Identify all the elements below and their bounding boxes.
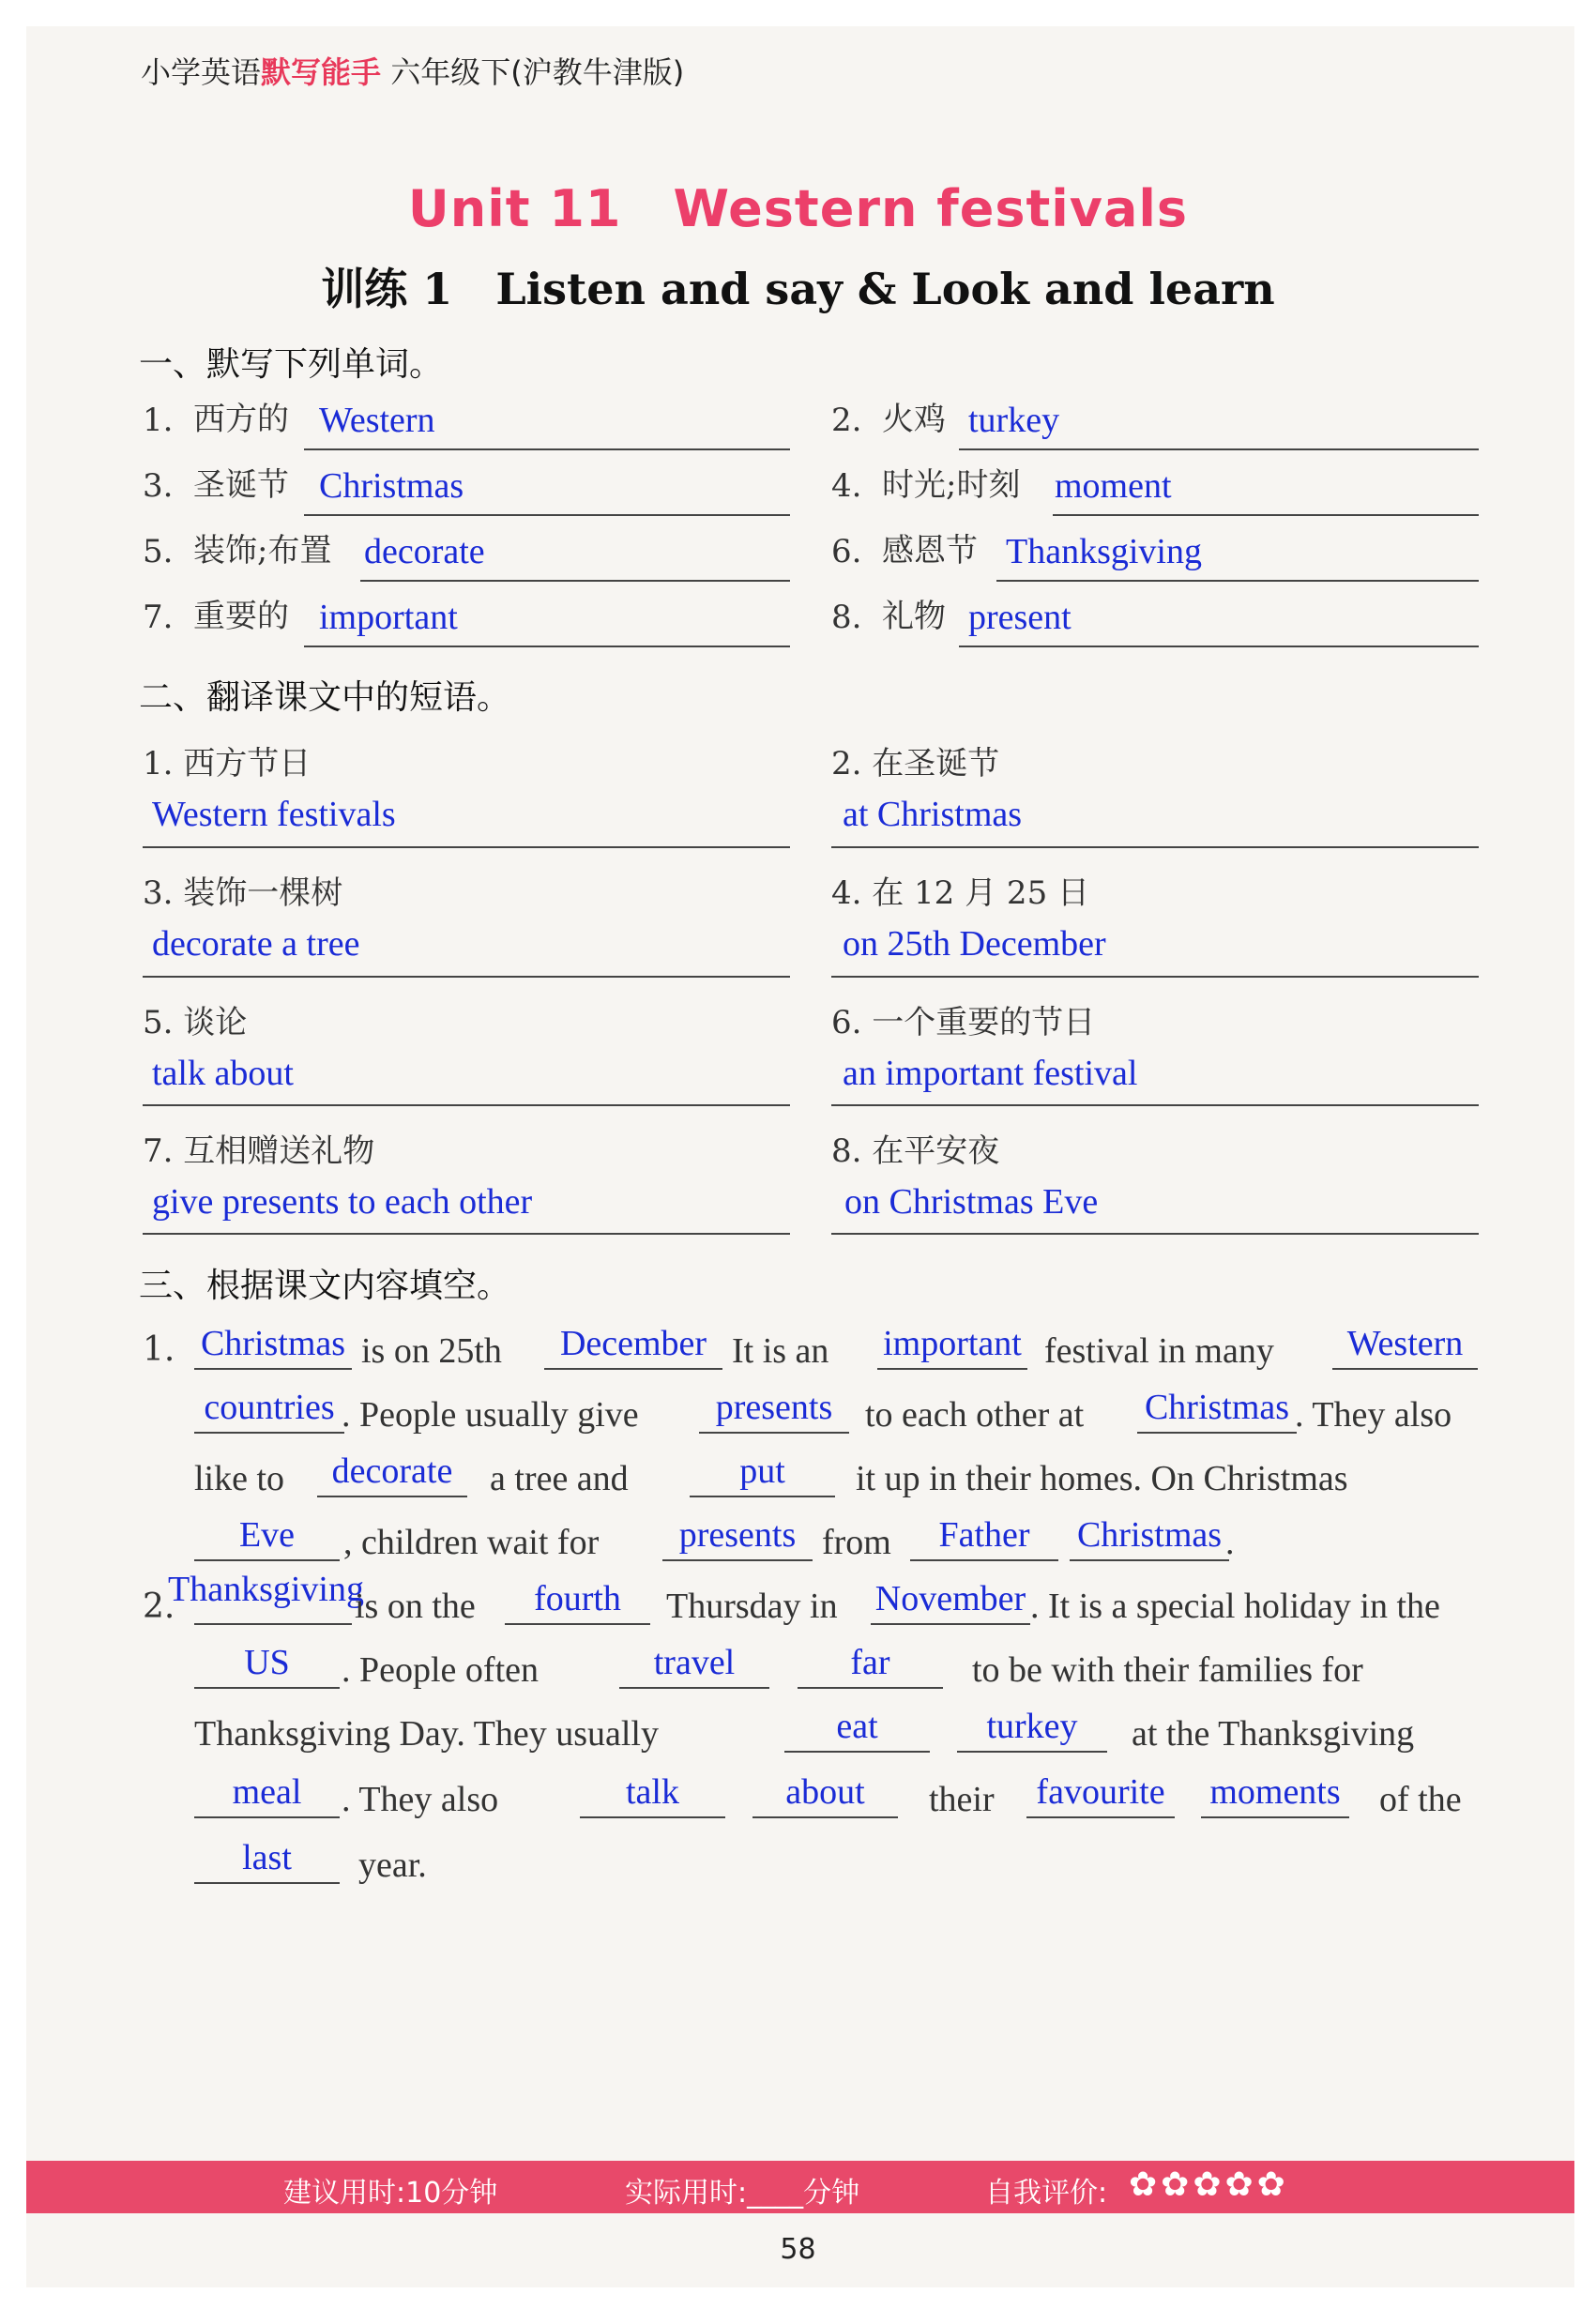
cloze-answer: Christmas bbox=[1076, 1515, 1223, 1555]
cloze-answer: presents bbox=[715, 1388, 833, 1427]
rating-stars-icon: ✿✿✿✿✿ bbox=[1129, 2165, 1289, 2204]
unit-title: Unit 11 Western festivals bbox=[407, 179, 1189, 238]
vocab-answer: present bbox=[968, 598, 1072, 637]
cloze-blank bbox=[194, 1390, 344, 1434]
cloze-blank bbox=[752, 1772, 898, 1818]
cloze-answer: turkey bbox=[986, 1707, 1078, 1746]
vocab-item bbox=[831, 460, 1479, 516]
section3-heading: 三、根据课文内容填空。 bbox=[139, 1267, 511, 1305]
phrase-answer: an important festival bbox=[843, 1054, 1138, 1093]
section2-heading: 二、翻译课文中的短语。 bbox=[139, 678, 511, 717]
cloze-answer: travel bbox=[653, 1643, 736, 1682]
answer-line bbox=[1053, 514, 1479, 516]
answer-line bbox=[143, 976, 790, 978]
vocab-item bbox=[143, 591, 790, 647]
cloze-answer: Eve bbox=[238, 1515, 296, 1555]
cloze-text: of the bbox=[1379, 1780, 1462, 1819]
answer-line bbox=[143, 846, 790, 848]
cloze-blank bbox=[910, 1515, 1058, 1561]
vocab-chinese: 圣诞节 bbox=[193, 466, 289, 504]
cloze-answer: favourite bbox=[1036, 1772, 1165, 1812]
vocab-number: 3. bbox=[143, 467, 174, 505]
cloze-blank bbox=[194, 1515, 340, 1561]
vocab-number: 6. bbox=[831, 533, 862, 570]
vocab-item bbox=[143, 525, 790, 582]
cloze-blank bbox=[317, 1451, 467, 1497]
cloze-text: . bbox=[1225, 1523, 1235, 1562]
cloze-answer: fourth bbox=[534, 1579, 621, 1618]
cloze-blank bbox=[619, 1643, 769, 1689]
vocab-answer: moment bbox=[1055, 466, 1172, 506]
cloze-text: . They also bbox=[1295, 1395, 1452, 1435]
cloze-answer: November bbox=[874, 1579, 1026, 1618]
header-brand: 默写能手 bbox=[261, 54, 382, 90]
section1-heading: 一、默写下列单词。 bbox=[139, 345, 444, 384]
vocab-number: 4. bbox=[831, 467, 862, 505]
cloze-answer: eat bbox=[836, 1707, 878, 1746]
vocab-answer: Christmas bbox=[319, 466, 464, 506]
vocab-number: 5. bbox=[143, 533, 174, 570]
cloze-text: . They also bbox=[342, 1780, 499, 1819]
vocab-chinese: 感恩节 bbox=[882, 532, 978, 570]
vocab-number: 8. bbox=[831, 599, 862, 636]
suggested-time: 建议用时:10分钟 bbox=[283, 2177, 498, 2210]
answer-line bbox=[831, 1233, 1479, 1235]
cloze-answer: Christmas bbox=[200, 1324, 346, 1363]
cloze-blank bbox=[168, 1570, 364, 1625]
phrase-answer: talk about bbox=[152, 1054, 294, 1093]
self-evaluation-label: 自我评价: bbox=[985, 2177, 1108, 2210]
phrase-answer: on Christmas Eve bbox=[844, 1182, 1099, 1222]
answer-line bbox=[304, 448, 790, 450]
cloze-text: . People usually give bbox=[342, 1395, 639, 1435]
vocab-item bbox=[143, 460, 790, 516]
cloze-blank bbox=[798, 1643, 943, 1689]
cloze-answer: Father bbox=[938, 1515, 1030, 1555]
cloze-answer: moments bbox=[1209, 1772, 1341, 1812]
cloze-blank bbox=[544, 1324, 722, 1370]
vocab-item bbox=[831, 591, 1479, 647]
passage-number: 1. bbox=[143, 1330, 175, 1369]
cloze-answer: Thanksgiving bbox=[168, 1570, 364, 1609]
phrase-question: 3. 装饰一棵树 bbox=[143, 874, 343, 912]
cloze-text: from bbox=[822, 1523, 891, 1562]
phrase-question: 1. 西方节日 bbox=[143, 745, 312, 782]
phrase-answer: on 25th December bbox=[843, 924, 1106, 964]
cloze-blank bbox=[877, 1324, 1027, 1370]
cloze-answer: Christmas bbox=[1144, 1388, 1290, 1427]
cloze-answer: US bbox=[244, 1643, 290, 1682]
header-prefix: 小学英语 bbox=[141, 54, 262, 90]
phrase-answer: give presents to each other bbox=[152, 1182, 533, 1222]
cloze-text: , children wait for bbox=[343, 1523, 600, 1562]
phrase-answer: Western festivals bbox=[152, 795, 396, 834]
cloze-blank bbox=[194, 1324, 352, 1370]
cloze-blank bbox=[580, 1772, 725, 1818]
cloze-blank bbox=[1137, 1390, 1297, 1434]
vocab-chinese: 火鸡 bbox=[882, 401, 946, 438]
cloze-answer: far bbox=[850, 1643, 890, 1682]
phrase-question: 5. 谈论 bbox=[143, 1004, 248, 1041]
cloze-text: their bbox=[929, 1780, 995, 1819]
cloze-answer: presents bbox=[678, 1515, 797, 1555]
cloze-answer: put bbox=[739, 1451, 785, 1491]
cloze-blank bbox=[1026, 1772, 1175, 1818]
cloze-blank bbox=[957, 1709, 1107, 1753]
cloze-text: like to bbox=[194, 1459, 285, 1498]
vocab-number: 7. bbox=[143, 599, 174, 636]
cloze-text: festival in many bbox=[1044, 1331, 1274, 1371]
cloze-text: is on the bbox=[355, 1587, 476, 1626]
answer-line bbox=[304, 646, 790, 647]
actual-time: 实际用时:____分钟 bbox=[625, 2177, 860, 2210]
answer-line bbox=[996, 580, 1479, 582]
phrase-answer: decorate a tree bbox=[152, 924, 360, 964]
cloze-blank bbox=[784, 1709, 930, 1753]
answer-line bbox=[143, 1233, 790, 1235]
vocab-answer: Western bbox=[319, 401, 435, 440]
answer-line bbox=[831, 846, 1479, 848]
cloze-text: to each other at bbox=[865, 1395, 1085, 1435]
vocab-number: 1. bbox=[143, 402, 174, 439]
answer-line bbox=[143, 1104, 790, 1106]
lesson-title: 训练 1 Listen and say & Look and learn bbox=[321, 264, 1275, 314]
answer-line bbox=[831, 976, 1479, 978]
cloze-blank bbox=[194, 1838, 340, 1884]
cloze-text: a tree and bbox=[490, 1459, 629, 1498]
cloze-blank bbox=[1070, 1515, 1229, 1561]
cloze-text: to be with their families for bbox=[972, 1650, 1363, 1690]
cloze-blank bbox=[505, 1579, 650, 1625]
answer-line bbox=[959, 448, 1479, 450]
cloze-text: Thursday in bbox=[666, 1587, 838, 1626]
vocab-chinese: 礼物 bbox=[882, 598, 946, 635]
book-header bbox=[141, 49, 684, 92]
cloze-answer: countries bbox=[204, 1388, 335, 1427]
vocab-answer: important bbox=[319, 598, 458, 637]
cloze-answer: meal bbox=[232, 1772, 302, 1812]
cloze-blank bbox=[690, 1451, 835, 1497]
cloze-answer: important bbox=[883, 1324, 1022, 1363]
cloze-text: . People often bbox=[342, 1650, 540, 1690]
vocab-number: 2. bbox=[831, 402, 862, 439]
cloze-blank bbox=[871, 1579, 1030, 1625]
cloze-blank bbox=[662, 1515, 813, 1561]
cloze-answer: December bbox=[559, 1324, 707, 1363]
cloze-blank bbox=[699, 1390, 849, 1434]
answer-line bbox=[831, 1104, 1479, 1106]
vocab-chinese: 装饰;布置 bbox=[193, 532, 332, 570]
phrase-answer: at Christmas bbox=[843, 795, 1023, 834]
vocab-chinese: 时光;时刻 bbox=[882, 466, 1021, 504]
cloze-blank bbox=[194, 1643, 340, 1689]
vocab-chinese: 重要的 bbox=[193, 598, 289, 635]
cloze-text: at the Thanksgiving bbox=[1132, 1714, 1415, 1754]
vocab-answer: decorate bbox=[364, 532, 485, 571]
answer-line bbox=[959, 646, 1479, 647]
phrase-question: 4. 在 12 月 25 日 bbox=[831, 874, 1090, 912]
phrase-question: 6. 一个重要的节日 bbox=[831, 1004, 1096, 1041]
cloze-answer: decorate bbox=[331, 1451, 453, 1491]
cloze-text: . It is a special holiday in the bbox=[1030, 1587, 1440, 1626]
cloze-text: it up in their homes. On Christmas bbox=[856, 1459, 1348, 1498]
vocab-chinese: 西方的 bbox=[193, 401, 289, 438]
cloze-answer: talk bbox=[626, 1772, 679, 1812]
cloze-text: year. bbox=[358, 1846, 427, 1885]
cloze-blank bbox=[194, 1772, 340, 1818]
phrase-question: 2. 在圣诞节 bbox=[831, 745, 1000, 782]
cloze-blank bbox=[1332, 1324, 1478, 1370]
cloze-answer: last bbox=[242, 1838, 292, 1877]
vocab-item bbox=[831, 394, 1479, 450]
cloze-blank bbox=[1201, 1772, 1349, 1818]
phrase-question: 7. 互相赠送礼物 bbox=[143, 1132, 375, 1170]
vocab-answer: Thanksgiving bbox=[1006, 532, 1202, 571]
answer-line bbox=[360, 580, 790, 582]
cloze-text: Thanksgiving Day. They usually bbox=[194, 1714, 659, 1754]
vocab-item bbox=[831, 525, 1479, 582]
passage-number: 2. bbox=[143, 1587, 175, 1626]
vocab-answer: turkey bbox=[968, 401, 1060, 440]
header-suffix: 六年级下(沪教牛津版) bbox=[390, 54, 685, 90]
cloze-answer: Western bbox=[1346, 1324, 1464, 1363]
phrase-question: 8. 在平安夜 bbox=[831, 1132, 1000, 1170]
cloze-text: is on 25th bbox=[361, 1331, 502, 1371]
answer-line bbox=[304, 514, 790, 516]
vocab-item bbox=[143, 394, 790, 450]
cloze-text: It is an bbox=[732, 1331, 829, 1371]
page-number: 58 bbox=[780, 2233, 816, 2266]
cloze-answer: about bbox=[785, 1772, 865, 1812]
